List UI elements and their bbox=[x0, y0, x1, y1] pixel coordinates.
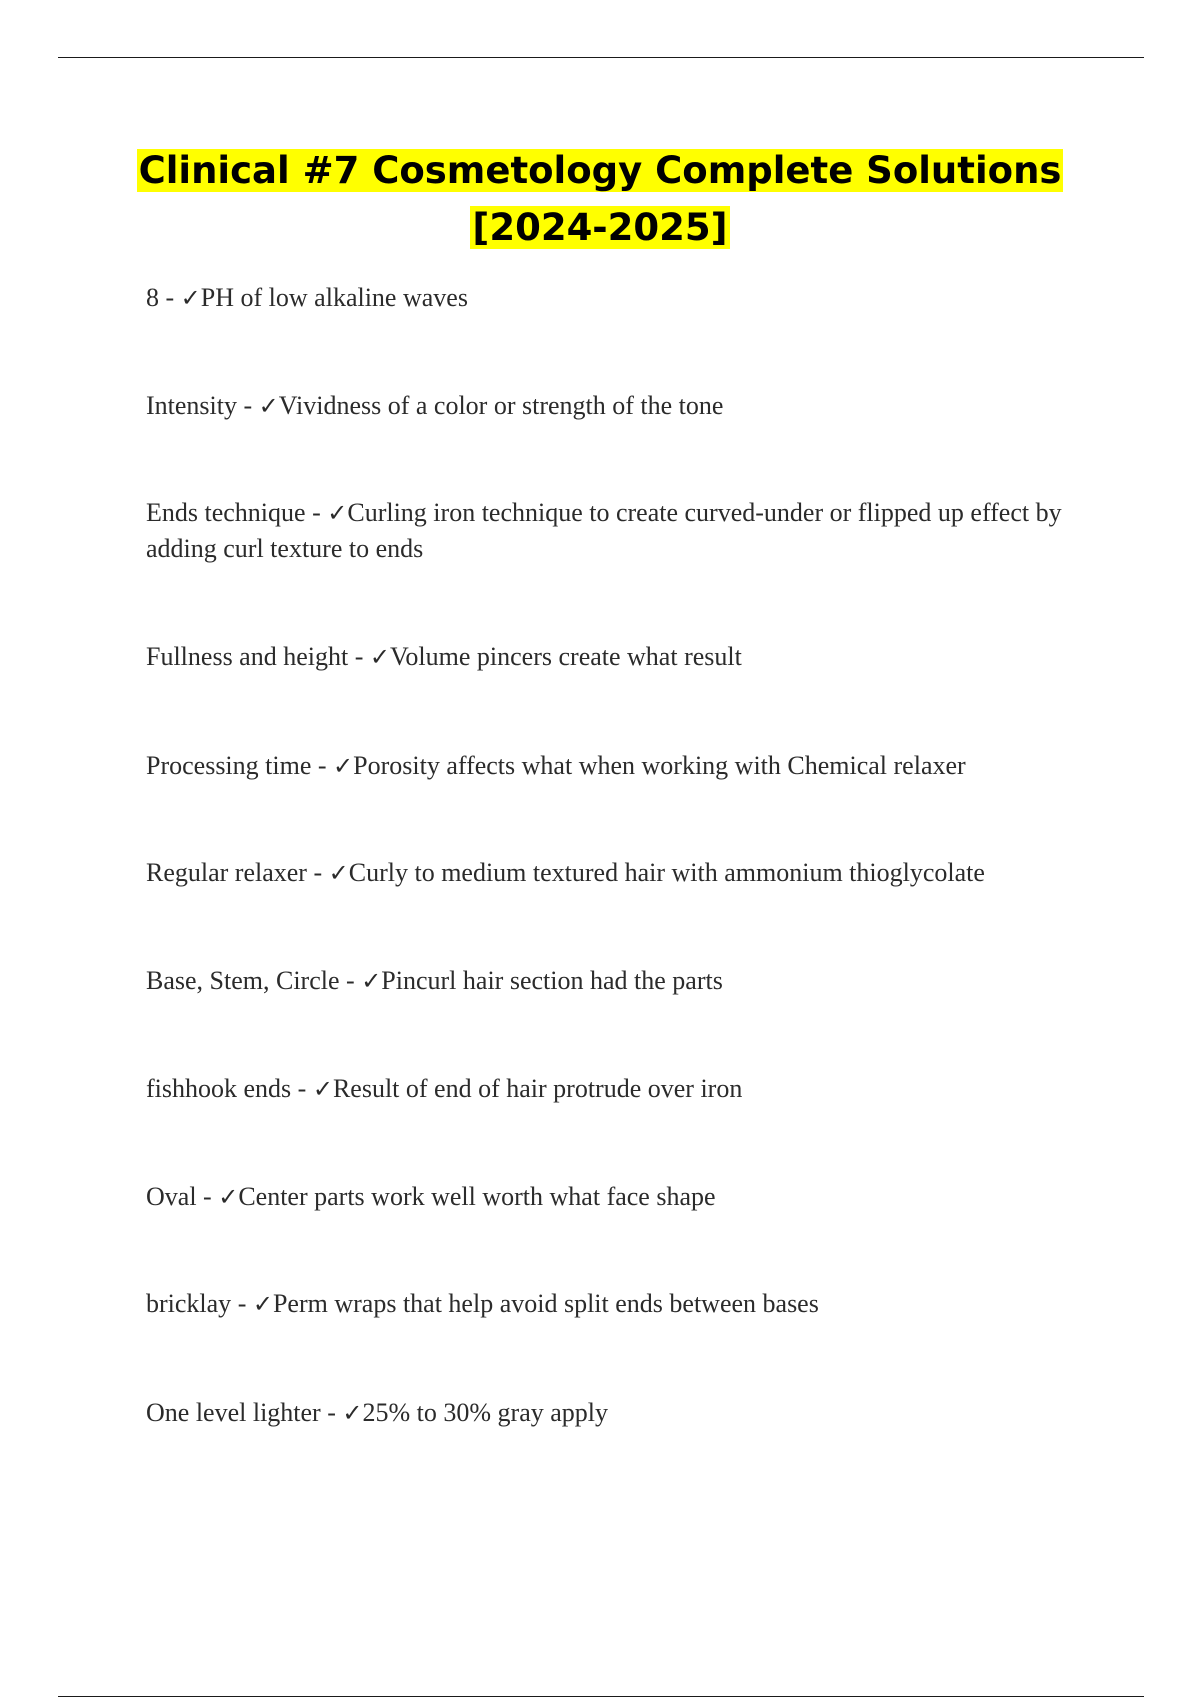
top-rule bbox=[58, 57, 1144, 58]
term: Ends technique bbox=[146, 498, 306, 527]
qa-item bbox=[146, 495, 1066, 567]
check-icon: ✓ bbox=[258, 392, 279, 420]
check-icon: ✓ bbox=[369, 643, 390, 671]
term: Base, Stem, Circle bbox=[146, 966, 340, 995]
separator: - bbox=[339, 966, 362, 995]
separator: - bbox=[237, 391, 259, 420]
separator: - bbox=[348, 642, 370, 671]
separator: - bbox=[311, 751, 334, 780]
definition: Result of end of hair protrude over iron bbox=[332, 1074, 743, 1103]
separator: - bbox=[196, 1182, 219, 1211]
term: 8 bbox=[146, 283, 159, 312]
title-highlight: Clinical #7 Cosmetology Complete Solutions [2024-2025] bbox=[138, 149, 1062, 249]
check-icon: ✓ bbox=[361, 967, 382, 995]
document-title bbox=[100, 142, 1100, 256]
qa-item bbox=[146, 855, 1066, 891]
separator: - bbox=[231, 1289, 253, 1318]
separator: - bbox=[320, 1398, 343, 1427]
term: One level lighter bbox=[146, 1398, 321, 1427]
definition: PH of low alkaline waves bbox=[200, 283, 468, 312]
term: Oval bbox=[146, 1182, 197, 1211]
qa-item bbox=[146, 388, 1066, 424]
definition: Vividness of a color or strength of the tone bbox=[278, 391, 724, 420]
term: Fullness and height bbox=[146, 642, 349, 671]
qa-item bbox=[146, 748, 1066, 784]
check-icon: ✓ bbox=[218, 1183, 239, 1211]
definition: Pincurl hair section had the parts bbox=[381, 966, 723, 995]
check-icon: ✓ bbox=[252, 1290, 273, 1318]
definition: Volume pincers create what result bbox=[390, 642, 742, 671]
qa-item bbox=[146, 963, 1066, 999]
definition: 25% to 30% gray apply bbox=[362, 1398, 609, 1427]
qa-item bbox=[146, 280, 1066, 316]
definition: Perm wraps that help avoid split ends between bases bbox=[272, 1289, 819, 1318]
term: bricklay bbox=[146, 1289, 232, 1318]
check-icon: ✓ bbox=[328, 859, 349, 887]
check-icon: ✓ bbox=[327, 499, 348, 527]
qa-item bbox=[146, 1395, 1066, 1431]
bottom-rule bbox=[58, 1696, 1144, 1697]
definition: Curly to medium textured hair with ammonium thioglycolate bbox=[348, 858, 985, 887]
separator: - bbox=[305, 498, 328, 527]
separator: - bbox=[159, 283, 181, 312]
term: Processing time bbox=[146, 751, 312, 780]
definition: Curling iron technique to create curved-under or flipped up effect by adding curl texture to ends bbox=[146, 498, 1062, 563]
definition: Porosity affects what when working with Chemical relaxer bbox=[353, 751, 966, 780]
separator: - bbox=[291, 1074, 313, 1103]
check-icon: ✓ bbox=[180, 284, 201, 312]
check-icon: ✓ bbox=[312, 1075, 333, 1103]
term: fishhook ends bbox=[146, 1074, 292, 1103]
check-icon: ✓ bbox=[342, 1399, 363, 1427]
check-icon: ✓ bbox=[333, 752, 354, 780]
qa-item bbox=[146, 1179, 1066, 1215]
separator: - bbox=[306, 858, 329, 887]
qa-item bbox=[146, 1286, 1066, 1322]
definition: Center parts work well worth what face shape bbox=[238, 1182, 716, 1211]
qa-item bbox=[146, 639, 1066, 675]
term: Regular relaxer bbox=[146, 858, 307, 887]
term: Intensity bbox=[146, 391, 237, 420]
qa-item bbox=[146, 1071, 1066, 1107]
